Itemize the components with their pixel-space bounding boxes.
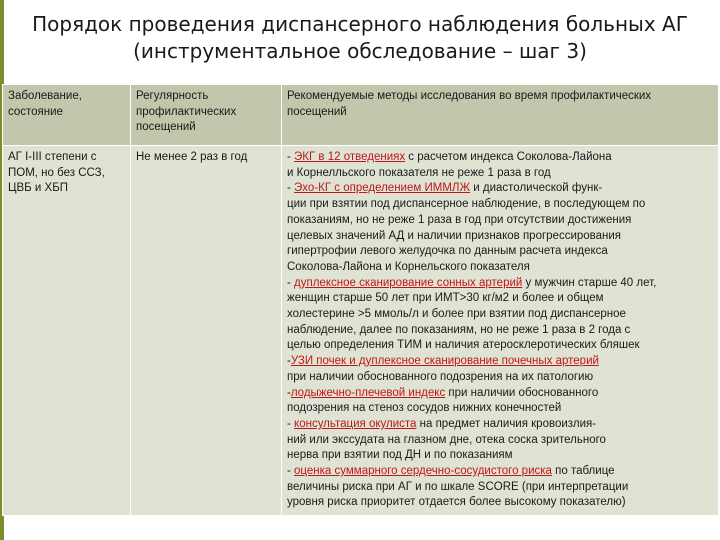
method-text: показаниям, но не реже 1 раза в год при отсутствии достижения — [287, 213, 632, 226]
method-line — [287, 495, 713, 511]
method-line — [287, 166, 713, 182]
method-bullet: - — [287, 151, 295, 163]
method-bullet: - — [287, 276, 295, 289]
method-line — [287, 323, 713, 339]
method-highlight: УЗИ почек и дуплексное сканирование почечных артерий — [290, 355, 599, 368]
header-frequency: Регулярность профилактических посещений — [131, 85, 282, 146]
method-text: величины риска при АГ и по шкале SCORE (при интерпретации — [287, 480, 629, 493]
cell-frequency: Не менее 2 раз в год — [131, 146, 282, 516]
method-highlight: оценка суммарного сердечно-сосудистого риска — [294, 465, 552, 478]
method-text: подозрения на стеноз сосудов нижних конечностей — [287, 402, 562, 415]
method-highlight: дуплексное сканирование сонных артерий — [294, 276, 523, 289]
method-text: по таблице — [551, 465, 615, 478]
method-bullet: - — [287, 182, 295, 195]
method-line — [287, 229, 713, 245]
method-text: у мужчин старше 40 лет, — [522, 276, 657, 289]
cell-methods — [282, 146, 719, 516]
method-line — [287, 433, 713, 449]
method-text: с расчетом индекса Соколова-Лайона — [405, 151, 612, 163]
method-line — [287, 181, 713, 197]
table-row — [3, 146, 719, 516]
method-highlight: консультация окулиста — [294, 417, 417, 430]
method-line — [287, 338, 713, 354]
observation-table — [2, 84, 719, 516]
header-condition: Заболевание, состояние — [3, 85, 131, 146]
method-line — [287, 401, 713, 417]
method-line — [287, 260, 713, 276]
method-highlight: Эхо-КГ с определением ИММЛЖ — [294, 182, 471, 195]
method-line — [287, 417, 713, 433]
method-line — [287, 480, 713, 496]
method-bullet: - — [287, 417, 295, 430]
title-line-1: Порядок проведения диспансерного наблюдения больных АГ — [32, 12, 688, 36]
method-highlight: лодыжечно-плечевой индекс — [290, 386, 446, 399]
method-line — [287, 386, 713, 402]
table-header-row — [3, 85, 719, 146]
method-line — [287, 213, 713, 229]
method-text: при наличии обоснованного подозрения на их патологию — [287, 370, 594, 383]
method-line — [287, 150, 713, 166]
method-text: холестерине >5 ммоль/л и более при взятии под диспансерное — [287, 308, 626, 321]
methods-list — [287, 150, 713, 511]
method-text: Соколова-Лайона и Корнельского показателя — [287, 260, 530, 273]
method-line — [287, 464, 713, 480]
method-text: ции при взятии под диспансерное наблюдение, в последующем по — [287, 198, 646, 211]
method-bullet: - — [287, 465, 295, 478]
method-line — [287, 448, 713, 464]
cell-condition: АГ I-III степени с ПОМ, но без ССЗ, ЦВБ и ХБП — [3, 146, 131, 516]
method-line — [287, 244, 713, 260]
slide-title — [0, 0, 720, 84]
title-line-2: (инструментальное обследование – шаг 3) — [133, 39, 587, 63]
method-line — [287, 276, 713, 292]
method-text: ний или экссудата на глазном дне, отека соска зрительного — [287, 433, 606, 446]
method-text: и диастолической функ- — [470, 182, 603, 195]
header-methods: Рекомендуемые методы исследования во время профилактических посещений — [282, 85, 719, 146]
method-text: целью определения ТИМ и наличия атеросклеротических бляшек — [287, 339, 640, 352]
method-line — [287, 354, 713, 370]
method-text: женщин старше 50 лет при ИМТ>30 кг/м2 и более и общем — [287, 292, 604, 305]
method-text: нерва при взятии под ДН и по показаниям — [287, 449, 513, 462]
method-text: наблюдение, далее по показаниям, но не реже 1 раза в 2 года с — [287, 323, 631, 336]
method-text: на предмет наличия кровоизлия- — [416, 417, 597, 430]
method-bullet: - — [287, 386, 291, 399]
method-text: и Корнелльского показателя не реже 1 раза в год — [287, 166, 551, 179]
method-line — [287, 307, 713, 323]
method-line — [287, 291, 713, 307]
method-text: гипертрофии левого желудочка по данным расчета индекса — [287, 245, 608, 258]
method-line — [287, 197, 713, 213]
method-text: при наличии обоснованного — [445, 386, 599, 399]
method-text: целевых значений АД и наличии признаков прогрессирования — [287, 229, 622, 242]
method-text: уровня риска приоритет отдается более высокому показателю) — [287, 496, 626, 509]
method-line — [287, 370, 713, 386]
method-bullet: - — [287, 355, 291, 368]
method-highlight: ЭКГ в 12 отведениях — [294, 151, 406, 163]
